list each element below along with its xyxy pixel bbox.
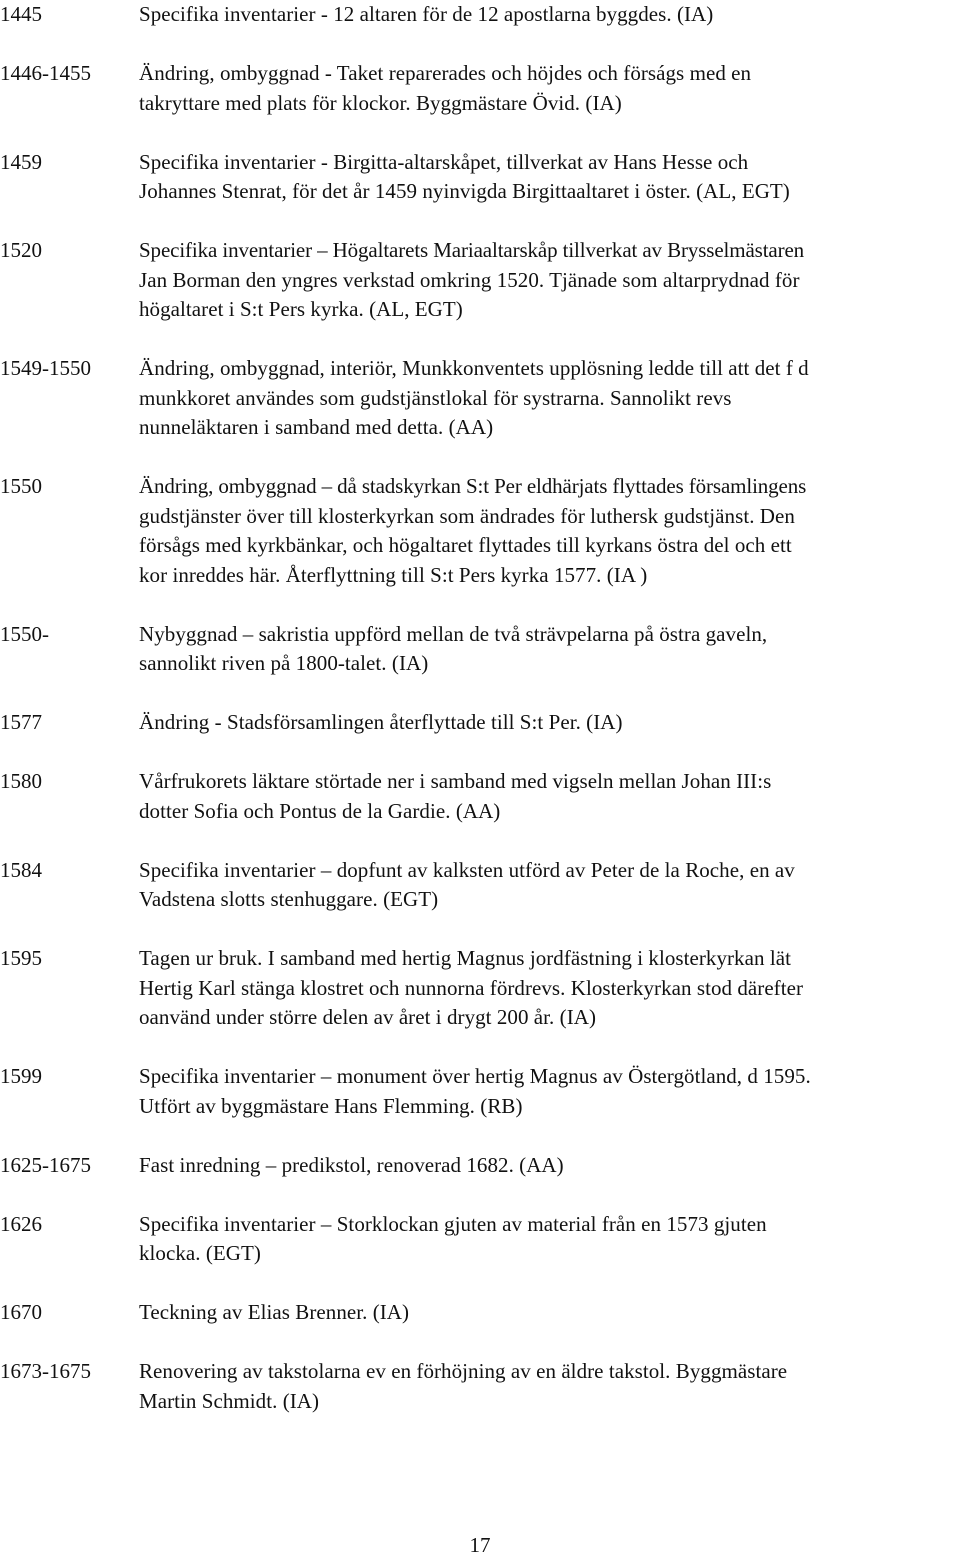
entry-year: 1673-1675 bbox=[0, 1359, 91, 1383]
entry-year: 1580 bbox=[0, 769, 42, 793]
entry-description bbox=[139, 620, 959, 679]
description-line: Ändring, ombyggnad - Taket reparerades och höjdes och förságs med en bbox=[139, 61, 752, 85]
description-line: Ändring - Stadsförsamlingen återflyttade till S:t Per. (IA) bbox=[139, 710, 623, 734]
chronology-entry-1584 bbox=[0, 856, 960, 915]
entry-year: 1446-1455 bbox=[0, 61, 91, 85]
entry-description bbox=[139, 856, 959, 915]
description-line: Utfört av byggmästare Hans Flemming. (RB) bbox=[139, 1093, 523, 1118]
description-line: Specifika inventarier - 12 altaren för de 12 apostlarna byggdes. (IA) bbox=[139, 2, 714, 26]
description-line: Martin Schmidt. (IA) bbox=[139, 1388, 320, 1413]
entry-description bbox=[139, 1210, 959, 1269]
entry-description bbox=[139, 708, 959, 738]
description-line: Vadstena slotts stenhuggare. (EGT) bbox=[139, 887, 439, 911]
entry-description bbox=[139, 1151, 959, 1181]
description-line: Jan Borman den yngres verkstad omkring 1520. Tjänade som altarprydnad för bbox=[139, 267, 800, 292]
chronology-entry-1550- bbox=[0, 620, 960, 679]
entry-year: 1625-1675 bbox=[0, 1152, 91, 1177]
entry-description bbox=[139, 767, 959, 826]
entry-description bbox=[139, 354, 959, 443]
description-line: Specifika inventarier – Storklockan gjuten av material från en 1573 gjuten bbox=[139, 1211, 767, 1236]
chronology-entry-1625-1675 bbox=[0, 1151, 960, 1181]
chronology-entry-1550 bbox=[0, 472, 960, 590]
description-line: Ändring, ombyggnad – då stadskyrkan S:t Per eldhärjats flyttades församlingens bbox=[139, 474, 807, 498]
entry-year: 1584 bbox=[0, 857, 42, 882]
description-line: Specifika inventarier – Högaltarets Mariaaltarskåp tillverkat av Brysselmästaren bbox=[139, 238, 805, 262]
description-line: munkkoret användes som gudstjänstlokal för systrarna. Sannolikt revs bbox=[139, 385, 732, 410]
entry-description bbox=[139, 1062, 959, 1121]
description-line: Specifika inventarier – monument över hertig Magnus av Östergötland, d 1595. bbox=[139, 1064, 811, 1088]
description-line: Specifika inventarier – dopfunt av kalksten utförd av Peter de la Roche, en av bbox=[139, 857, 795, 882]
description-line: Johannes Stenrat, för det år 1459 nyinvigda Birgittaaltaret i öster. (AL, EGT) bbox=[139, 179, 790, 203]
entry-description bbox=[139, 472, 959, 590]
entry-description bbox=[139, 1298, 959, 1328]
description-line: gudstjänster över till klosterkyrkan som ändrades för luthersk gudstjänst. Den bbox=[139, 503, 795, 528]
chronology-entry-1580 bbox=[0, 767, 960, 826]
chronology-entry-1459 bbox=[0, 148, 960, 207]
description-line: oanvänd under större delen av året i drygt 200 år. (IA) bbox=[139, 1005, 596, 1029]
chronology-entry-1445 bbox=[0, 0, 960, 30]
description-line: Nybyggnad – sakristia uppförd mellan de två strävpelarna på östra gaveln, bbox=[139, 621, 768, 646]
entry-year: 1577 bbox=[0, 710, 42, 734]
description-line: Hertig Karl stänga klostret och nunnorna fördrevs. Klosterkyrkan stod därefter bbox=[139, 975, 804, 1000]
description-line: sannolikt riven på 1800-talet. (IA) bbox=[139, 651, 429, 675]
entry-year: 1626 bbox=[0, 1211, 42, 1236]
description-line: Vårfrukorets läktare störtade ner i samband med vigseln mellan Johan III:s bbox=[139, 769, 772, 793]
description-line: försågs med kyrkbänkar, och högaltaret flyttades till kyrkans östra del och ett bbox=[139, 533, 792, 557]
entry-description bbox=[139, 0, 959, 30]
chronology-entry-1673-1675 bbox=[0, 1357, 960, 1416]
entry-year: 1599 bbox=[0, 1064, 42, 1088]
entry-year: 1550- bbox=[0, 621, 49, 646]
chronology-entry-1577 bbox=[0, 708, 960, 738]
description-line: dotter Sofia och Pontus de la Gardie. (AA) bbox=[139, 798, 501, 823]
entry-description bbox=[139, 148, 959, 207]
entry-year: 1520 bbox=[0, 238, 42, 262]
description-line: Fast inredning – predikstol, renoverad 1682. (AA) bbox=[139, 1152, 564, 1177]
entry-year: 1549-1550 bbox=[0, 356, 91, 380]
chronology-entry-1599 bbox=[0, 1062, 960, 1121]
entry-year: 1550 bbox=[0, 474, 42, 498]
chronology-entry-1670 bbox=[0, 1298, 960, 1328]
description-line: Tagen ur bruk. I samband med hertig Magnus jordfästning i klosterkyrkan lät bbox=[139, 946, 791, 970]
description-line: högaltaret i S:t Pers kyrka. (AL, EGT) bbox=[139, 297, 463, 321]
description-line: Specifika inventarier - Birgitta-altarskåpet, tillverkat av Hans Hesse och bbox=[139, 149, 749, 174]
entry-year: 1445 bbox=[0, 2, 42, 26]
description-line: takryttare med plats för klockor. Byggmästare Övid. (IA) bbox=[139, 90, 622, 115]
entry-description bbox=[139, 59, 959, 118]
page-number: 17 bbox=[469, 1533, 491, 1557]
entry-year: 1595 bbox=[0, 946, 42, 970]
entry-description bbox=[139, 944, 959, 1033]
chronology-entry-1446-1455 bbox=[0, 59, 960, 118]
description-line: nunneläktaren i samband med detta. (AA) bbox=[139, 415, 494, 439]
chronology-entry-1595 bbox=[0, 944, 960, 1033]
entry-year: 1670 bbox=[0, 1300, 42, 1324]
description-line: Ändring, ombyggnad, interiör, Munkkonventets upplösning ledde till att det f d bbox=[139, 356, 809, 380]
entry-description bbox=[139, 1357, 959, 1416]
entry-description bbox=[139, 236, 959, 325]
description-line: Renovering av takstolarna ev en förhöjning av en äldre takstol. Byggmästare bbox=[139, 1359, 788, 1383]
chronology-entry-1520 bbox=[0, 236, 960, 325]
chronology-entry-1549-1550 bbox=[0, 354, 960, 443]
description-line: Teckning av Elias Brenner. (IA) bbox=[139, 1300, 410, 1324]
description-line: kor inreddes här. Återflyttning till S:t Pers kyrka 1577. (IA ) bbox=[139, 562, 648, 587]
description-line: klocka. (EGT) bbox=[139, 1241, 261, 1265]
chronology-entry-1626 bbox=[0, 1210, 960, 1269]
entry-year: 1459 bbox=[0, 149, 42, 174]
